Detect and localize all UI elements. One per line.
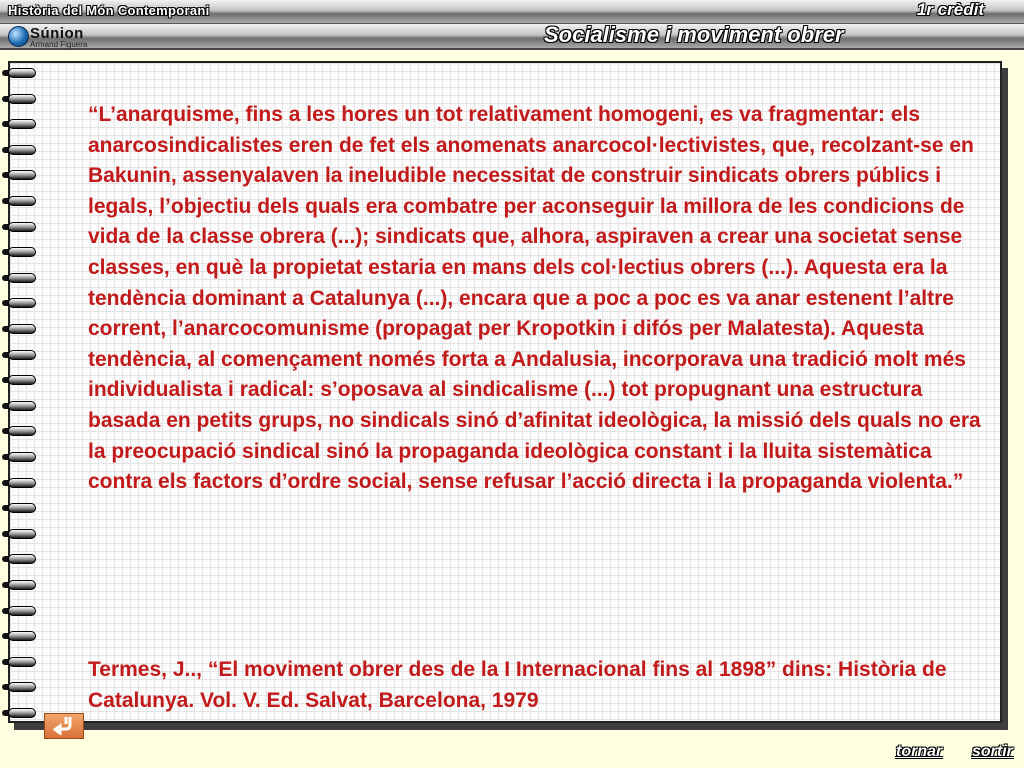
back-link[interactable]: tornar [896, 743, 943, 760]
logo-name: Súnion [30, 25, 84, 42]
spiral-ring [2, 322, 36, 336]
course-title: Història del Món Contemporani [8, 3, 210, 18]
spiral-ring [2, 66, 36, 80]
spiral-ring [2, 194, 36, 208]
credit-label: 1r crèdit [916, 0, 984, 19]
spiral-ring [2, 143, 36, 157]
spiral-ring [2, 476, 36, 490]
spiral-ring [2, 168, 36, 182]
spiral-ring [2, 552, 36, 566]
spiral-ring [2, 578, 36, 592]
spiral-binding [0, 62, 40, 722]
return-arrow-button[interactable] [44, 713, 84, 739]
header-bar-bottom [0, 24, 1024, 50]
spiral-ring [2, 424, 36, 438]
sunion-logo [6, 24, 116, 50]
spiral-ring [2, 245, 36, 259]
spiral-ring [2, 680, 36, 694]
spiral-ring [2, 373, 36, 387]
return-arrow-icon [53, 717, 75, 735]
citation-text: Termes, J.., “El moviment obrer des de la I Internacional fins al 1898” dins: Història de Catalunya. Vol. V. Ed. Salvat, Barcelona, 1979 [88, 658, 947, 712]
spiral-ring [2, 348, 36, 362]
spiral-ring [2, 527, 36, 541]
spiral-ring [2, 450, 36, 464]
spiral-ring [2, 604, 36, 618]
logo-author: Armand Figuera [30, 40, 88, 49]
header-bar-top [0, 0, 1024, 24]
spiral-ring [2, 220, 36, 234]
quote-text: “L’anarquisme, fins a les hores un tot relativament homogeni, es va fragmentar: els anarcosindicalistes eren de fet els anomenats anarcocol·lectivistes, que, recolzant-se en Bakunin, assenyalaven la ineludible necessitat de construir sindicats obrers públics i legals, l’objectiu dels quals era combatre per aconseguir la millora de les condicions de vida de la classe obrera (...); sindicats que, alhora, aspiraven a crear una societat sense classes, en què la propietat estaria en mans dels col·lectius obrers (...). Aquesta era la tendència dominant a Catalunya (...), encara que a poc a poc es va anar estenent l’altre corrent, l’anarcocomunisme (propagat per Kropotkin i difós per Malatesta). Aquesta tendència, al començament només forta a Andalusia, incorporava una tradició molt més individualista i radical: s’oposava al sindicalisme (...) tot propugnant una estructura basada en petits grups, no sindicals sinó d’afinitat ideològica, la missió dels quals no era la preocupació sindical sinó la propaganda ideològica constant i la lluita sistemàtica contra els factors d’ordre social, sense refusar l’acció directa i la propaganda violenta.” [88, 103, 981, 494]
page-title: Socialisme i moviment obrer [544, 22, 844, 47]
spiral-ring [2, 92, 36, 106]
globe-icon [8, 26, 29, 47]
spiral-ring [2, 655, 36, 669]
spiral-ring [2, 629, 36, 643]
spiral-ring [2, 399, 36, 413]
spiral-ring [2, 271, 36, 285]
exit-link[interactable]: sortir [972, 743, 1013, 760]
spiral-ring [2, 706, 36, 720]
spiral-ring [2, 501, 36, 515]
spiral-ring [2, 296, 36, 310]
spiral-ring [2, 117, 36, 131]
